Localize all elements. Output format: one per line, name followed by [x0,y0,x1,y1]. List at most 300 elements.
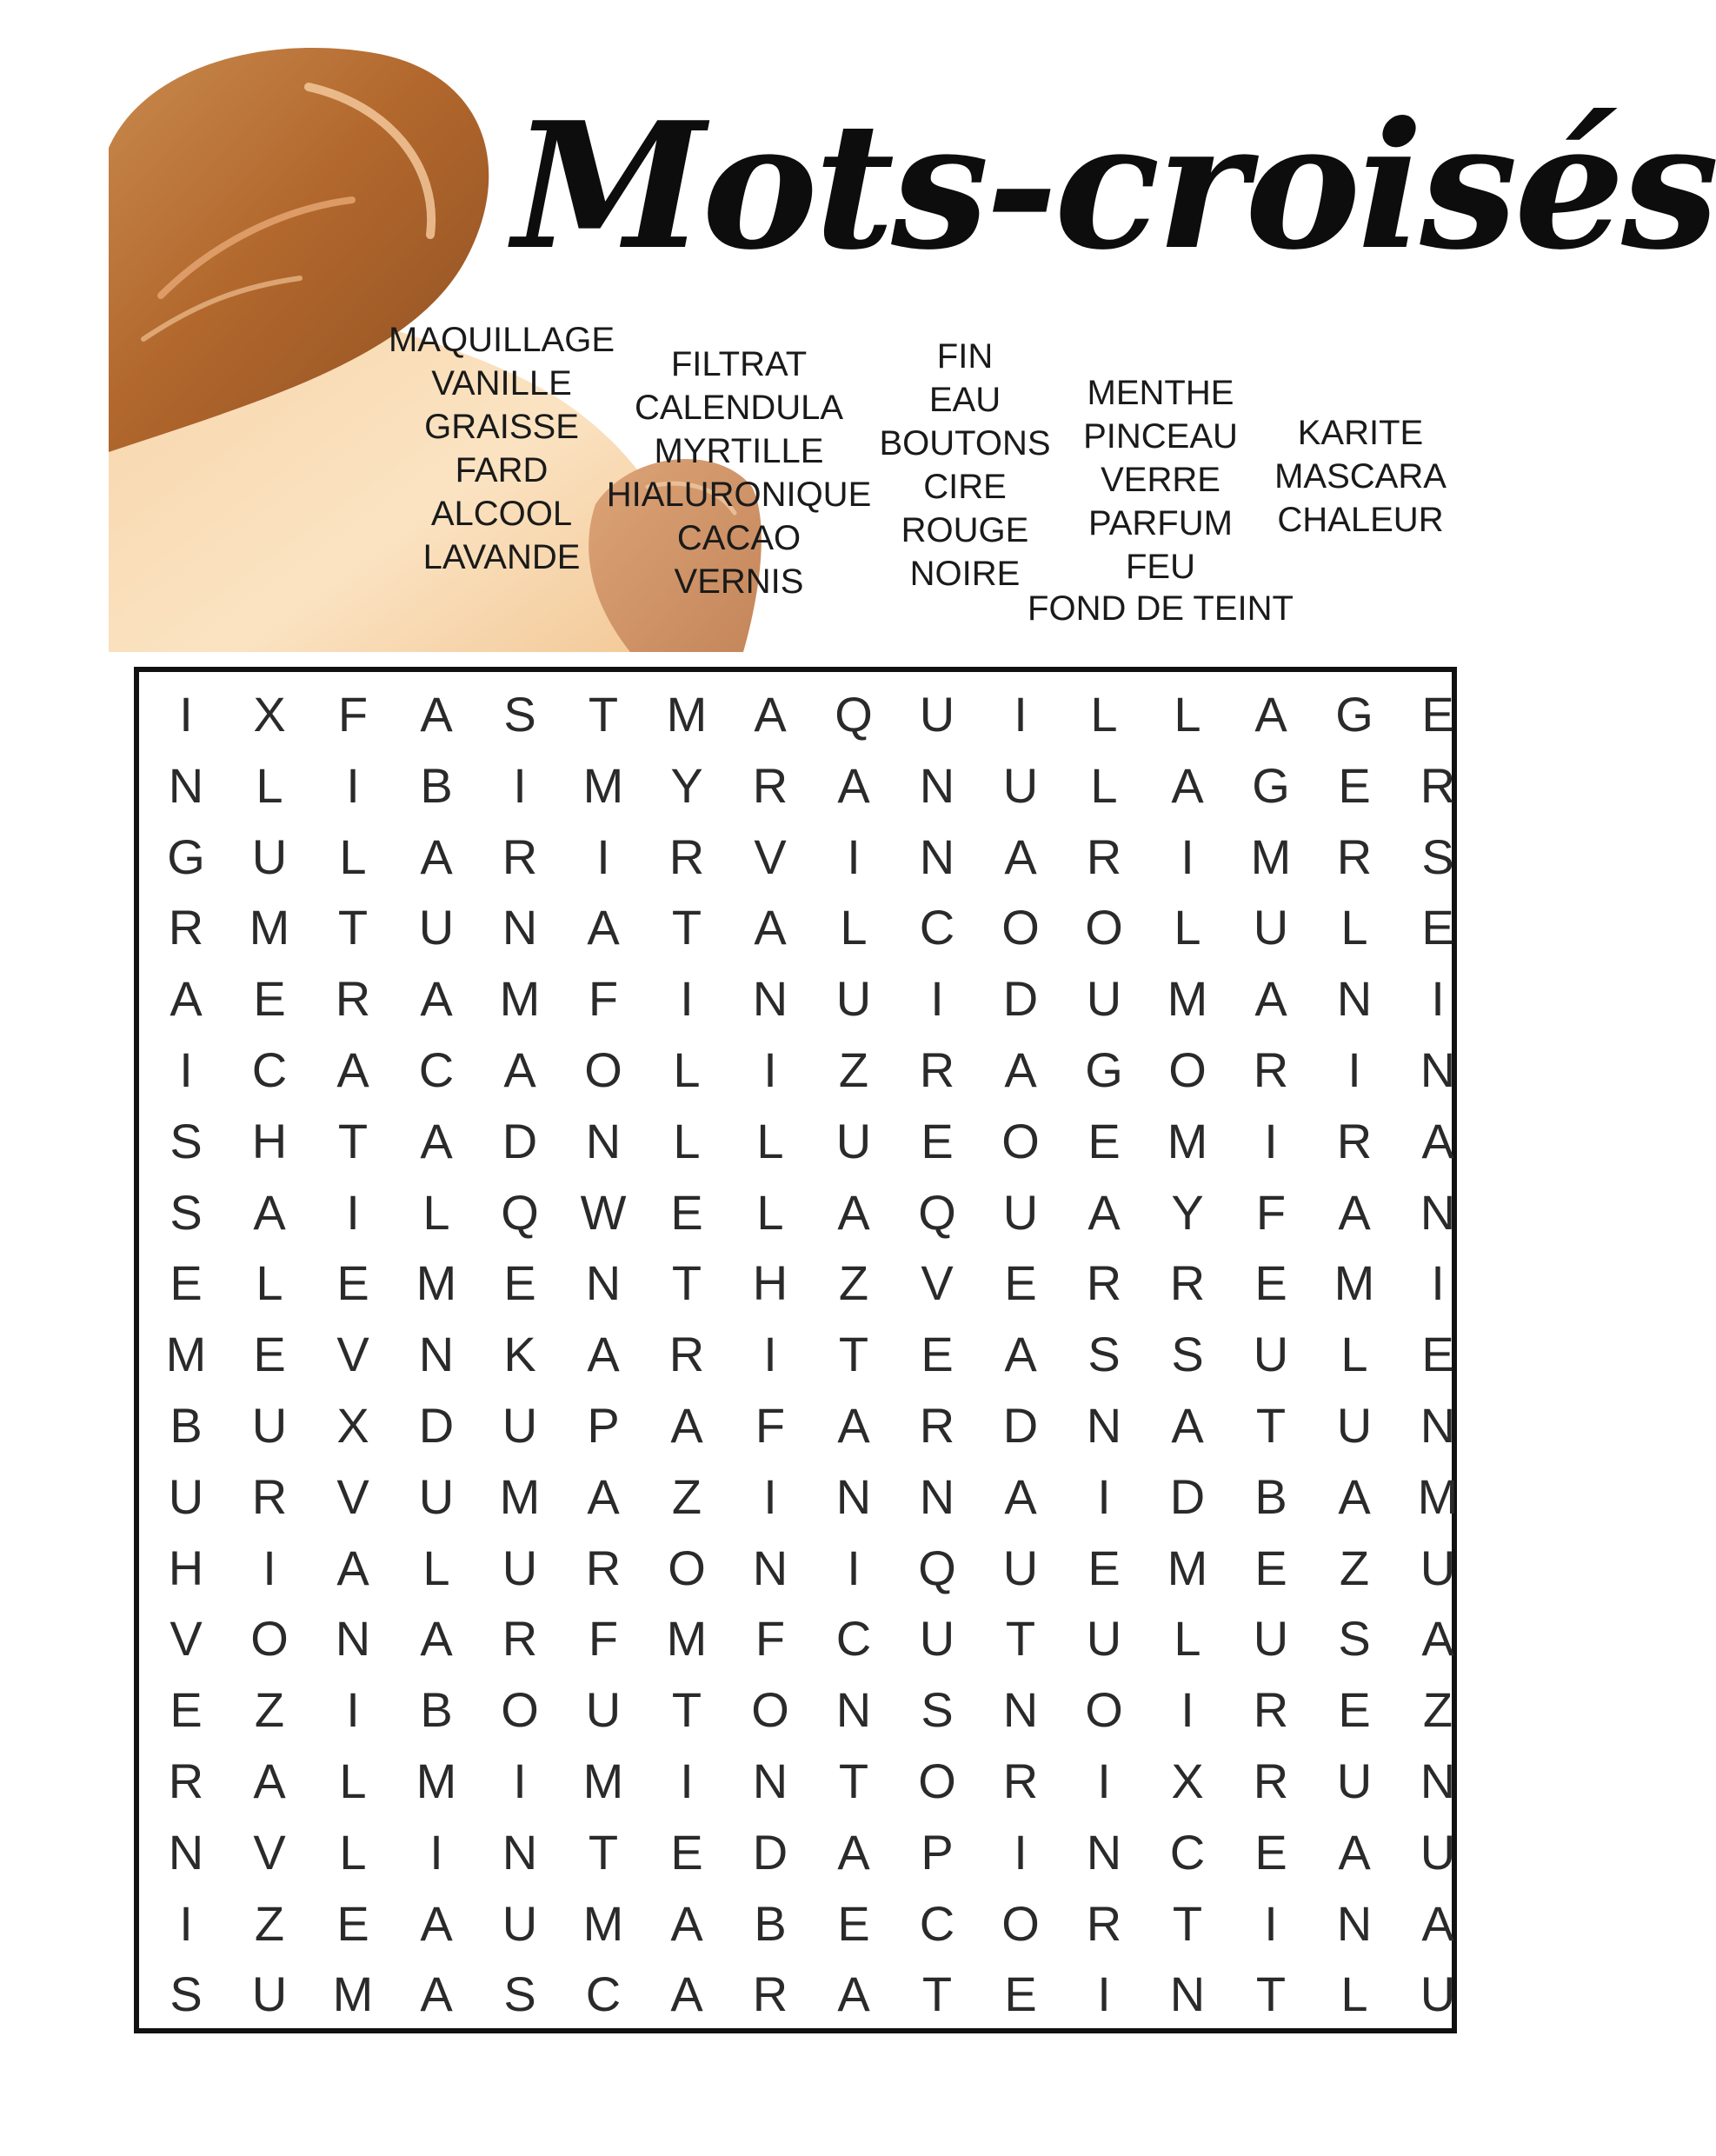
grid-cell[interactable]: I [346,1184,360,1240]
grid-cell[interactable]: A [837,1966,870,2022]
grid-cell[interactable]: V [921,1255,954,1311]
grid-cell[interactable]: M [1250,828,1292,884]
grid-cell[interactable]: A [503,1042,536,1097]
grid-cell[interactable]: U [585,1682,622,1738]
grid-cell[interactable]: I [179,1895,193,1951]
grid-cell[interactable]: N [1420,1753,1456,1808]
grid-cell[interactable]: R [1253,1753,1289,1808]
grid-cell[interactable]: S [1338,1611,1371,1667]
grid-cell[interactable]: C [418,1042,455,1097]
grid-cell[interactable]: B [420,1682,453,1738]
grid-cell[interactable]: A [670,1895,703,1951]
grid-cell[interactable]: V [336,1468,369,1524]
grid-cell[interactable]: A [420,687,453,742]
grid-cell[interactable]: Q [918,1184,956,1240]
grid-cell[interactable]: C [585,1966,622,2022]
grid-cell[interactable]: L [256,757,283,813]
grid-cell[interactable]: R [1253,1042,1289,1097]
grid-cell[interactable]: A [1171,757,1204,813]
grid-cell[interactable]: N [1420,1042,1456,1097]
grid-cell[interactable]: L [673,1113,701,1168]
grid-cell[interactable]: I [513,757,527,813]
grid-cell[interactable]: R [502,828,538,884]
grid-cell[interactable]: U [418,1468,455,1524]
grid-cell[interactable]: E [921,1113,954,1168]
grid-cell[interactable]: Z [838,1042,869,1097]
grid-cell[interactable]: I [1181,828,1194,884]
grid-cell[interactable]: U [1086,971,1122,1027]
grid-cell[interactable]: V [754,828,787,884]
grid-cell[interactable]: L [1174,687,1201,742]
grid-cell[interactable]: U [168,1468,204,1524]
grid-cell[interactable]: N [418,1327,455,1382]
grid-cell[interactable]: L [756,1113,784,1168]
grid-cell[interactable]: U [1336,1753,1373,1808]
grid-cell[interactable]: A [170,971,203,1027]
grid-cell[interactable]: T [337,900,369,955]
grid-cell[interactable]: R [752,757,788,813]
grid-cell[interactable]: O [918,1753,956,1808]
grid-cell[interactable]: S [1171,1327,1204,1382]
grid-cell[interactable]: D [1002,1398,1039,1453]
grid-cell[interactable]: A [1004,1468,1037,1524]
grid-cell[interactable]: R [585,1540,622,1595]
grid-cell[interactable]: L [339,1753,367,1808]
grid-cell[interactable]: T [671,900,702,955]
grid-cell[interactable]: D [1002,971,1039,1027]
grid-cell[interactable]: N [752,971,788,1027]
grid-cell[interactable]: N [502,900,538,955]
grid-cell[interactable]: T [588,687,619,742]
grid-cell[interactable]: L [673,1042,701,1097]
grid-cell[interactable]: T [671,1255,702,1311]
grid-cell[interactable]: N [335,1611,371,1667]
grid-cell[interactable]: C [1169,1824,1206,1880]
grid-cell[interactable]: P [921,1824,954,1880]
grid-cell[interactable]: U [919,687,955,742]
grid-cell[interactable]: R [251,1468,288,1524]
grid-cell[interactable]: A [1004,1327,1037,1382]
grid-cell[interactable]: T [1255,1398,1287,1453]
grid-cell[interactable]: H [251,1113,288,1168]
grid-cell[interactable]: R [668,1327,705,1382]
grid-cell[interactable]: Z [1422,1682,1453,1738]
grid-cell[interactable]: U [835,971,872,1027]
grid-cell[interactable]: I [1014,687,1028,742]
grid-cell[interactable]: N [919,757,955,813]
grid-cell[interactable]: M [1167,971,1208,1027]
grid-cell[interactable]: R [168,1753,204,1808]
grid-cell[interactable]: E [1254,1540,1287,1595]
grid-cell[interactable]: S [170,1184,203,1240]
grid-cell[interactable]: A [336,1042,369,1097]
grid-cell[interactable]: I [1097,1753,1111,1808]
grid-cell[interactable]: R [1086,828,1122,884]
grid-cell[interactable]: X [253,687,286,742]
grid-cell[interactable]: T [588,1824,619,1880]
grid-cell[interactable]: T [838,1753,869,1808]
grid-cell[interactable]: V [253,1824,286,1880]
grid-cell[interactable]: A [1421,1895,1454,1951]
grid-cell[interactable]: M [666,1611,708,1667]
grid-cell[interactable]: E [170,1255,203,1311]
grid-cell[interactable]: O [1001,1113,1040,1168]
grid-cell[interactable]: E [1421,1327,1454,1382]
grid-cell[interactable]: E [253,971,286,1027]
grid-cell[interactable]: X [336,1398,369,1453]
grid-cell[interactable]: A [837,757,870,813]
grid-cell[interactable]: P [587,1398,620,1453]
grid-cell[interactable]: N [1336,971,1373,1027]
grid-cell[interactable]: M [582,757,624,813]
grid-cell[interactable]: I [1014,1824,1028,1880]
grid-cell[interactable]: U [1420,1824,1456,1880]
grid-cell[interactable]: L [1174,900,1201,955]
grid-cell[interactable]: M [499,1468,541,1524]
grid-cell[interactable]: I [1431,971,1445,1027]
grid-cell[interactable]: N [168,1824,204,1880]
grid-cell[interactable]: C [919,1895,955,1951]
grid-cell[interactable]: R [502,1611,538,1667]
grid-cell[interactable]: A [1338,1824,1371,1880]
grid-cell[interactable]: L [422,1184,450,1240]
grid-cell[interactable]: Z [671,1468,702,1524]
grid-cell[interactable]: R [919,1042,955,1097]
grid-cell[interactable]: G [167,828,205,884]
grid-cell[interactable]: N [1169,1966,1206,2022]
grid-cell[interactable]: U [1420,1540,1456,1595]
grid-cell[interactable]: O [1085,900,1123,955]
grid-cell[interactable]: N [168,757,204,813]
grid-cell[interactable]: U [1253,900,1289,955]
grid-cell[interactable]: I [596,828,610,884]
grid-cell[interactable]: O [1001,900,1040,955]
grid-cell[interactable]: S [503,687,536,742]
grid-cell[interactable]: A [587,900,620,955]
grid-cell[interactable]: U [1253,1327,1289,1382]
grid-cell[interactable]: A [670,1398,703,1453]
grid-cell[interactable]: D [502,1113,538,1168]
grid-cell[interactable]: C [835,1611,872,1667]
grid-cell[interactable]: O [751,1682,789,1738]
grid-cell[interactable]: R [335,971,371,1027]
grid-cell[interactable]: A [420,1113,453,1168]
grid-cell[interactable]: R [1420,757,1456,813]
grid-cell[interactable]: L [256,1255,283,1311]
grid-cell[interactable]: T [838,1327,869,1382]
grid-cell[interactable]: A [1338,1468,1371,1524]
grid-cell[interactable]: A [837,1184,870,1240]
grid-cell[interactable]: L [339,828,367,884]
grid-cell[interactable]: L [1090,687,1118,742]
grid-cell[interactable]: B [170,1398,203,1453]
grid-cell[interactable]: B [1254,1468,1287,1524]
grid-cell[interactable]: N [1086,1824,1122,1880]
grid-cell[interactable]: A [1254,687,1287,742]
grid-cell[interactable]: I [1097,1966,1111,2022]
grid-cell[interactable]: C [251,1042,288,1097]
grid-cell[interactable]: R [1336,1113,1373,1168]
grid-cell[interactable]: E [1338,757,1371,813]
grid-cell[interactable]: N [1002,1682,1039,1738]
grid-cell[interactable]: T [921,1966,953,2022]
grid-cell[interactable]: E [170,1682,203,1738]
grid-cell[interactable]: N [1420,1398,1456,1453]
grid-cell[interactable]: A [587,1327,620,1382]
grid-cell[interactable]: E [1254,1255,1287,1311]
grid-cell[interactable]: R [668,828,705,884]
grid-cell[interactable]: I [763,1327,777,1382]
grid-cell[interactable]: Y [1171,1184,1204,1240]
grid-cell[interactable]: M [582,1895,624,1951]
grid-cell[interactable]: A [1338,1184,1371,1240]
grid-cell[interactable]: Z [838,1255,869,1311]
grid-cell[interactable]: Z [254,1895,285,1951]
grid-cell[interactable]: A [837,1824,870,1880]
grid-cell[interactable]: U [1002,757,1039,813]
grid-cell[interactable]: S [1087,1327,1121,1382]
grid-cell[interactable]: S [503,1966,536,2022]
grid-cell[interactable]: U [502,1540,538,1595]
grid-cell[interactable]: Z [1339,1540,1370,1595]
grid-cell[interactable]: D [752,1824,788,1880]
grid-cell[interactable]: E [336,1255,369,1311]
grid-cell[interactable]: S [170,1966,203,2022]
grid-cell[interactable]: I [179,687,193,742]
grid-cell[interactable]: L [840,900,868,955]
grid-cell[interactable]: R [752,1966,788,2022]
grid-cell[interactable]: E [1004,1255,1037,1311]
grid-cell[interactable]: H [752,1255,788,1311]
grid-cell[interactable]: L [1340,1327,1368,1382]
grid-cell[interactable]: G [1085,1042,1123,1097]
grid-cell[interactable]: E [670,1184,703,1240]
grid-cell[interactable]: F [337,687,369,742]
grid-cell[interactable]: T [337,1113,369,1168]
grid-cell[interactable]: I [1347,1042,1361,1097]
grid-cell[interactable]: O [1168,1042,1207,1097]
grid-cell[interactable]: N [919,828,955,884]
grid-cell[interactable]: U [1336,1398,1373,1453]
grid-cell[interactable]: Y [670,757,703,813]
grid-cell[interactable]: I [1264,1113,1278,1168]
grid-cell[interactable]: U [835,1113,872,1168]
grid-cell[interactable]: N [585,1255,622,1311]
grid-cell[interactable]: T [1172,1895,1203,1951]
grid-cell[interactable]: N [585,1113,622,1168]
grid-cell[interactable]: N [502,1824,538,1880]
grid-cell[interactable]: U [1420,1966,1456,2022]
grid-cell[interactable]: I [429,1824,443,1880]
grid-cell[interactable]: H [168,1540,204,1595]
grid-cell[interactable]: I [680,1753,694,1808]
grid-cell[interactable]: U [1002,1184,1039,1240]
grid-cell[interactable]: N [919,1468,955,1524]
grid-cell[interactable]: A [1004,1042,1037,1097]
grid-cell[interactable]: U [1002,1540,1039,1595]
grid-cell[interactable]: A [420,1895,453,1951]
grid-cell[interactable]: U [251,1966,288,2022]
grid-cell[interactable]: U [502,1398,538,1453]
grid-cell[interactable]: N [1336,1895,1373,1951]
grid-cell[interactable]: R [1086,1895,1122,1951]
grid-cell[interactable]: E [1087,1113,1121,1168]
grid-cell[interactable]: D [418,1398,455,1453]
grid-cell[interactable]: Q [501,1184,539,1240]
grid-cell[interactable]: M [165,1327,207,1382]
grid-cell[interactable]: R [1002,1753,1039,1808]
grid-cell[interactable]: U [1253,1611,1289,1667]
grid-cell[interactable]: A [1421,1611,1454,1667]
grid-cell[interactable]: U [1086,1611,1122,1667]
grid-cell[interactable]: G [1335,687,1373,742]
grid-cell[interactable]: A [1087,1184,1121,1240]
grid-cell[interactable]: E [253,1327,286,1382]
grid-cell[interactable]: E [1087,1540,1121,1595]
grid-cell[interactable]: U [502,1895,538,1951]
grid-cell[interactable]: E [921,1327,954,1382]
grid-cell[interactable]: A [1254,971,1287,1027]
grid-cell[interactable]: E [1421,900,1454,955]
grid-cell[interactable]: B [754,1895,787,1951]
grid-cell[interactable]: F [588,971,619,1027]
grid-cell[interactable]: M [499,971,541,1027]
grid-cell[interactable]: M [416,1255,457,1311]
grid-cell[interactable]: O [501,1682,539,1738]
grid-cell[interactable]: I [1181,1682,1194,1738]
grid-cell[interactable]: I [1264,1895,1278,1951]
grid-cell[interactable]: M [416,1753,457,1808]
grid-cell[interactable]: M [332,1966,374,2022]
grid-cell[interactable]: E [837,1895,870,1951]
grid-cell[interactable]: S [170,1113,203,1168]
grid-cell[interactable]: F [755,1398,786,1453]
grid-cell[interactable]: K [503,1327,536,1382]
grid-cell[interactable]: O [250,1611,289,1667]
grid-cell[interactable]: A [837,1398,870,1453]
grid-cell[interactable]: O [1085,1682,1123,1738]
grid-cell[interactable]: U [251,828,288,884]
grid-cell[interactable]: V [170,1611,203,1667]
grid-cell[interactable]: I [346,757,360,813]
grid-cell[interactable]: B [420,757,453,813]
grid-cell[interactable]: A [670,1966,703,2022]
grid-cell[interactable]: R [1086,1255,1122,1311]
grid-cell[interactable]: F [1255,1184,1287,1240]
grid-cell[interactable]: S [1421,828,1454,884]
grid-cell[interactable]: A [1171,1398,1204,1453]
grid-cell[interactable]: L [1340,1966,1368,2022]
grid-cell[interactable]: I [763,1042,777,1097]
grid-cell[interactable]: M [582,1753,624,1808]
grid-cell[interactable]: I [1431,1255,1445,1311]
grid-cell[interactable]: L [756,1184,784,1240]
grid-cell[interactable]: A [420,971,453,1027]
grid-cell[interactable]: A [420,1611,453,1667]
grid-cell[interactable]: W [580,1184,627,1240]
grid-cell[interactable]: L [422,1540,450,1595]
grid-cell[interactable]: S [921,1682,954,1738]
grid-cell[interactable]: X [1171,1753,1204,1808]
grid-cell[interactable]: E [1421,687,1454,742]
grid-cell[interactable]: M [666,687,708,742]
grid-cell[interactable]: L [1340,900,1368,955]
grid-cell[interactable]: E [503,1255,536,1311]
grid-cell[interactable]: M [249,900,290,955]
grid-cell[interactable]: R [1253,1682,1289,1738]
grid-cell[interactable]: I [1097,1468,1111,1524]
grid-cell[interactable]: M [1417,1468,1459,1524]
grid-cell[interactable]: E [1254,1824,1287,1880]
grid-cell[interactable]: N [752,1540,788,1595]
grid-cell[interactable]: A [1421,1113,1454,1168]
grid-cell[interactable]: L [1174,1611,1201,1667]
grid-cell[interactable]: M [1167,1113,1208,1168]
grid-cell[interactable]: R [168,900,204,955]
grid-cell[interactable]: Q [918,1540,956,1595]
grid-cell[interactable]: I [680,971,694,1027]
grid-cell[interactable]: N [752,1753,788,1808]
grid-cell[interactable]: A [754,900,787,955]
grid-cell[interactable]: D [1169,1468,1206,1524]
grid-cell[interactable]: A [587,1468,620,1524]
grid-cell[interactable]: Q [835,687,873,742]
grid-cell[interactable]: N [835,1682,872,1738]
grid-cell[interactable]: R [1169,1255,1206,1311]
grid-cell[interactable]: T [1005,1611,1036,1667]
grid-cell[interactable]: C [919,900,955,955]
grid-cell[interactable]: A [754,687,787,742]
grid-cell[interactable]: A [253,1184,286,1240]
grid-cell[interactable]: O [668,1540,706,1595]
grid-cell[interactable]: E [1004,1966,1037,2022]
grid-cell[interactable]: E [670,1824,703,1880]
grid-cell[interactable]: E [336,1895,369,1951]
grid-cell[interactable]: I [847,828,861,884]
grid-cell[interactable]: F [755,1611,786,1667]
grid-cell[interactable]: V [336,1327,369,1382]
grid-cell[interactable]: U [251,1398,288,1453]
grid-cell[interactable]: I [763,1468,777,1524]
grid-cell[interactable]: N [1420,1184,1456,1240]
grid-cell[interactable]: I [179,1042,193,1097]
grid-cell[interactable]: A [253,1753,286,1808]
grid-cell[interactable]: L [339,1824,367,1880]
grid-cell[interactable]: L [1090,757,1118,813]
grid-cell[interactable]: A [420,1966,453,2022]
grid-cell[interactable]: I [930,971,944,1027]
grid-cell[interactable]: U [919,1611,955,1667]
grid-cell[interactable]: F [588,1611,619,1667]
grid-cell[interactable]: A [336,1540,369,1595]
grid-cell[interactable]: R [1336,828,1373,884]
grid-cell[interactable]: I [263,1540,276,1595]
grid-cell[interactable]: N [1086,1398,1122,1453]
grid-cell[interactable]: U [418,900,455,955]
grid-cell[interactable]: T [671,1682,702,1738]
grid-cell[interactable]: M [1334,1255,1375,1311]
grid-cell[interactable]: I [346,1682,360,1738]
grid-cell[interactable]: G [1252,757,1290,813]
grid-cell[interactable]: Z [254,1682,285,1738]
grid-cell[interactable]: I [847,1540,861,1595]
grid-cell[interactable]: T [1255,1966,1287,2022]
grid-cell[interactable]: I [513,1753,527,1808]
grid-cell[interactable]: O [584,1042,622,1097]
grid-cell[interactable]: R [919,1398,955,1453]
grid-cell[interactable]: E [1338,1682,1371,1738]
grid-cell[interactable]: O [1001,1895,1040,1951]
